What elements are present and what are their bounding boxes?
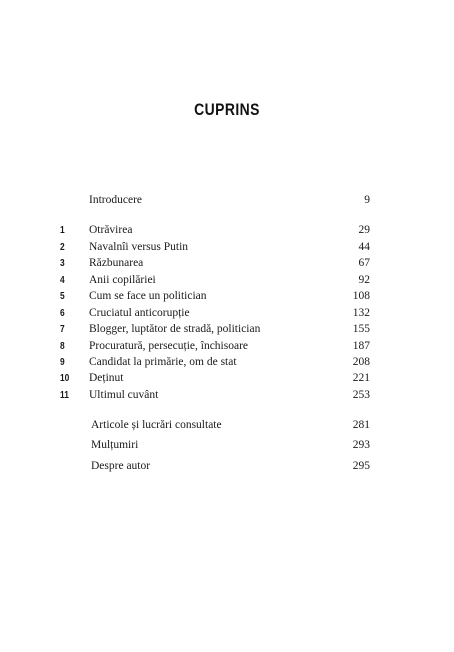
page-title: CUPRINS — [194, 100, 260, 119]
toc-entry-title: Deținut — [89, 372, 124, 384]
toc-entry-back-matter[interactable] — [60, 417, 370, 433]
toc-entry-page: 29 — [358, 224, 370, 236]
toc-entry-title: Despre autor — [91, 460, 151, 472]
chapter-number: 4 — [60, 274, 65, 286]
toc-entry-chapter[interactable] — [60, 354, 370, 370]
toc-entry-page: 132 — [352, 307, 370, 319]
chapter-number: 9 — [60, 356, 65, 368]
chapter-number: 6 — [60, 307, 65, 319]
toc-entry-title: Răzbunarea — [89, 257, 144, 269]
chapter-number: 11 — [60, 389, 69, 401]
toc-entry-page: 67 — [358, 257, 370, 269]
toc-entry-chapter[interactable] — [60, 239, 370, 255]
toc-entry-chapter[interactable] — [60, 387, 370, 403]
toc-entry-title: Procuratură, persecuție, închisoare — [89, 340, 249, 352]
toc-entry-page: 92 — [358, 274, 370, 286]
toc-entry-page: 187 — [352, 340, 370, 352]
toc-entry-title: Cum se face un politician — [89, 290, 207, 302]
chapter-number: 2 — [60, 241, 65, 253]
toc-entry-page: 44 — [358, 241, 370, 253]
chapter-number: 10 — [60, 372, 70, 384]
chapter-number: 1 — [60, 224, 65, 236]
toc-entry-title: Mulțumiri — [91, 439, 139, 451]
chapter-number: 8 — [60, 340, 65, 352]
toc-entry-title: Articole și lucrări consultate — [91, 419, 222, 431]
toc-entry-title: Introducere — [89, 194, 142, 206]
toc-entry-chapter[interactable] — [60, 255, 370, 271]
toc-entry-page: 295 — [352, 460, 370, 472]
toc-entry-back-matter[interactable] — [60, 458, 370, 474]
toc-entry-title: Anii copilăriei — [89, 274, 156, 286]
toc-entry-title: Otrăvirea — [89, 224, 133, 236]
toc-entry-title: Candidat la primărie, om de stat — [89, 356, 237, 368]
toc-entry-page: 108 — [352, 290, 370, 302]
toc-entry-page: 221 — [352, 372, 370, 384]
chapter-number: 7 — [60, 323, 65, 335]
chapter-number: 5 — [60, 290, 65, 302]
toc-entry-chapter[interactable] — [60, 338, 370, 354]
toc-entry-back-matter[interactable] — [60, 437, 370, 453]
toc-entry-page: 9 — [364, 194, 370, 206]
toc-entry-page: 281 — [352, 419, 370, 431]
toc-entry-page: 155 — [352, 323, 370, 335]
toc-entry-chapter[interactable] — [60, 288, 370, 304]
toc-entry-chapter[interactable] — [60, 321, 370, 337]
toc-entry-chapter[interactable] — [60, 370, 370, 386]
toc-entry-page: 208 — [352, 356, 370, 368]
toc-entry-title: Ultimul cuvânt — [89, 389, 159, 401]
toc-entry-title: Navalnîi versus Putin — [89, 241, 189, 253]
toc-entry-chapter[interactable] — [60, 272, 370, 288]
toc-entry-chapter[interactable] — [60, 305, 370, 321]
toc-entry-title: Blogger, luptător de stradă, politician — [89, 323, 261, 335]
toc-entry-page: 253 — [352, 389, 370, 401]
toc-entry-title: Cruciatul anticorupție — [89, 307, 190, 319]
toc-entry-page: 293 — [352, 439, 370, 451]
toc-entry-intro[interactable] — [60, 192, 370, 208]
chapter-number: 3 — [60, 257, 65, 269]
toc-entry-chapter[interactable] — [60, 222, 370, 238]
